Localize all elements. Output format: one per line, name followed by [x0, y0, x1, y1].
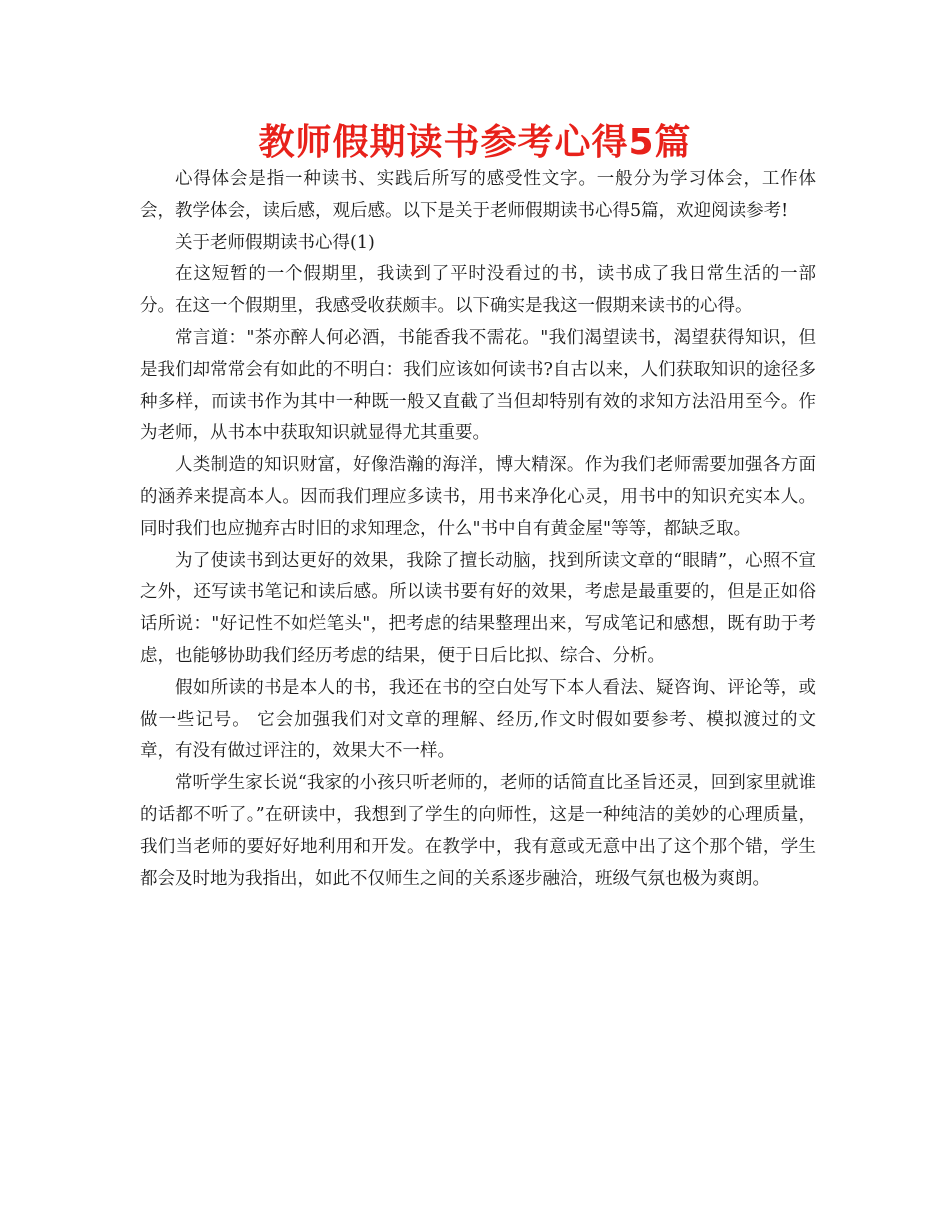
paragraph: 常言道："茶亦醉人何必酒，书能香我不需花。"我们渴望读书，渴望获得知识，但是我们却常常会有如此的不明白：我们应该如何读书?自古以来，人们获取知识的途径多种多样，而读书作为其中一种既一般又直截了当但却特别有效的求知方法沿用至今。作为老师，从书本中获取知识就显得尤其重要。 [140, 327, 816, 444]
document-body [140, 164, 816, 895]
paragraph: 假如所读的书是本人的书，我还在书的空白处写下本人看法、疑咨询、评论等，或做一些记号。 它会加强我们对文章的理解、经历,作文时假如要参考、模拟渡过的文章，有没有做过评注的，效果大不一样。 [140, 677, 816, 762]
document-title: 教师假期读书参考心得5篇 [258, 122, 692, 163]
paragraph: 为了使读书到达更好的效果，我除了擅长动脑，找到所读文章的“眼睛”，心照不宣之外，还写读书笔记和读后感。所以读书要有好的效果，考虑是最重要的，但是正如俗话所说："好记性不如烂笔头"，把考虑的结果整理出来，写成笔记和感想，既有助于考虑，也能够协助我们经历考虑的结果，便于日后比拟、综合、分析。 [140, 550, 816, 666]
section-heading: 关于老师假期读书心得(1) [175, 232, 375, 253]
paragraph: 在这短暂的一个假期里，我读到了平时没看过的书，读书成了我日常生活的一部分。在这一个假期里，我感受收获颇丰。以下确实是我这一假期来读书的心得。 [140, 264, 816, 317]
paragraph-intro: 心得体会是指一种读书、实践后所写的感受性文字。一般分为学习体会，工作体会，教学体会，读后感，观后感。以下是关于老师假期读书心得5篇，欢迎阅读参考! [140, 169, 816, 221]
paragraph: 常听学生家长说“我家的小孩只听老师的，老师的话简直比圣旨还灵，回到家里就谁的话都不听了。”在研读中，我想到了学生的向师性，这是一种纯洁的美妙的心理质量，我们当老师的要好好地利用和开发。在教学中，我有意或无意中出了这个那个错，学生都会及时地为我指出，如此不仅师生之间的关系逐步融洽，班级气氛也极为爽朗。 [140, 773, 816, 889]
paragraph: 人类制造的知识财富，好像浩瀚的海洋，博大精深。作为我们老师需要加强各方面的涵养来提高本人。因而我们理应多读书，用书来净化心灵，用书中的知识充实本人。同时我们也应抛弃古时旧的求知理念，什么"书中自有黄金屋"等等，都缺乏取。 [140, 455, 816, 539]
